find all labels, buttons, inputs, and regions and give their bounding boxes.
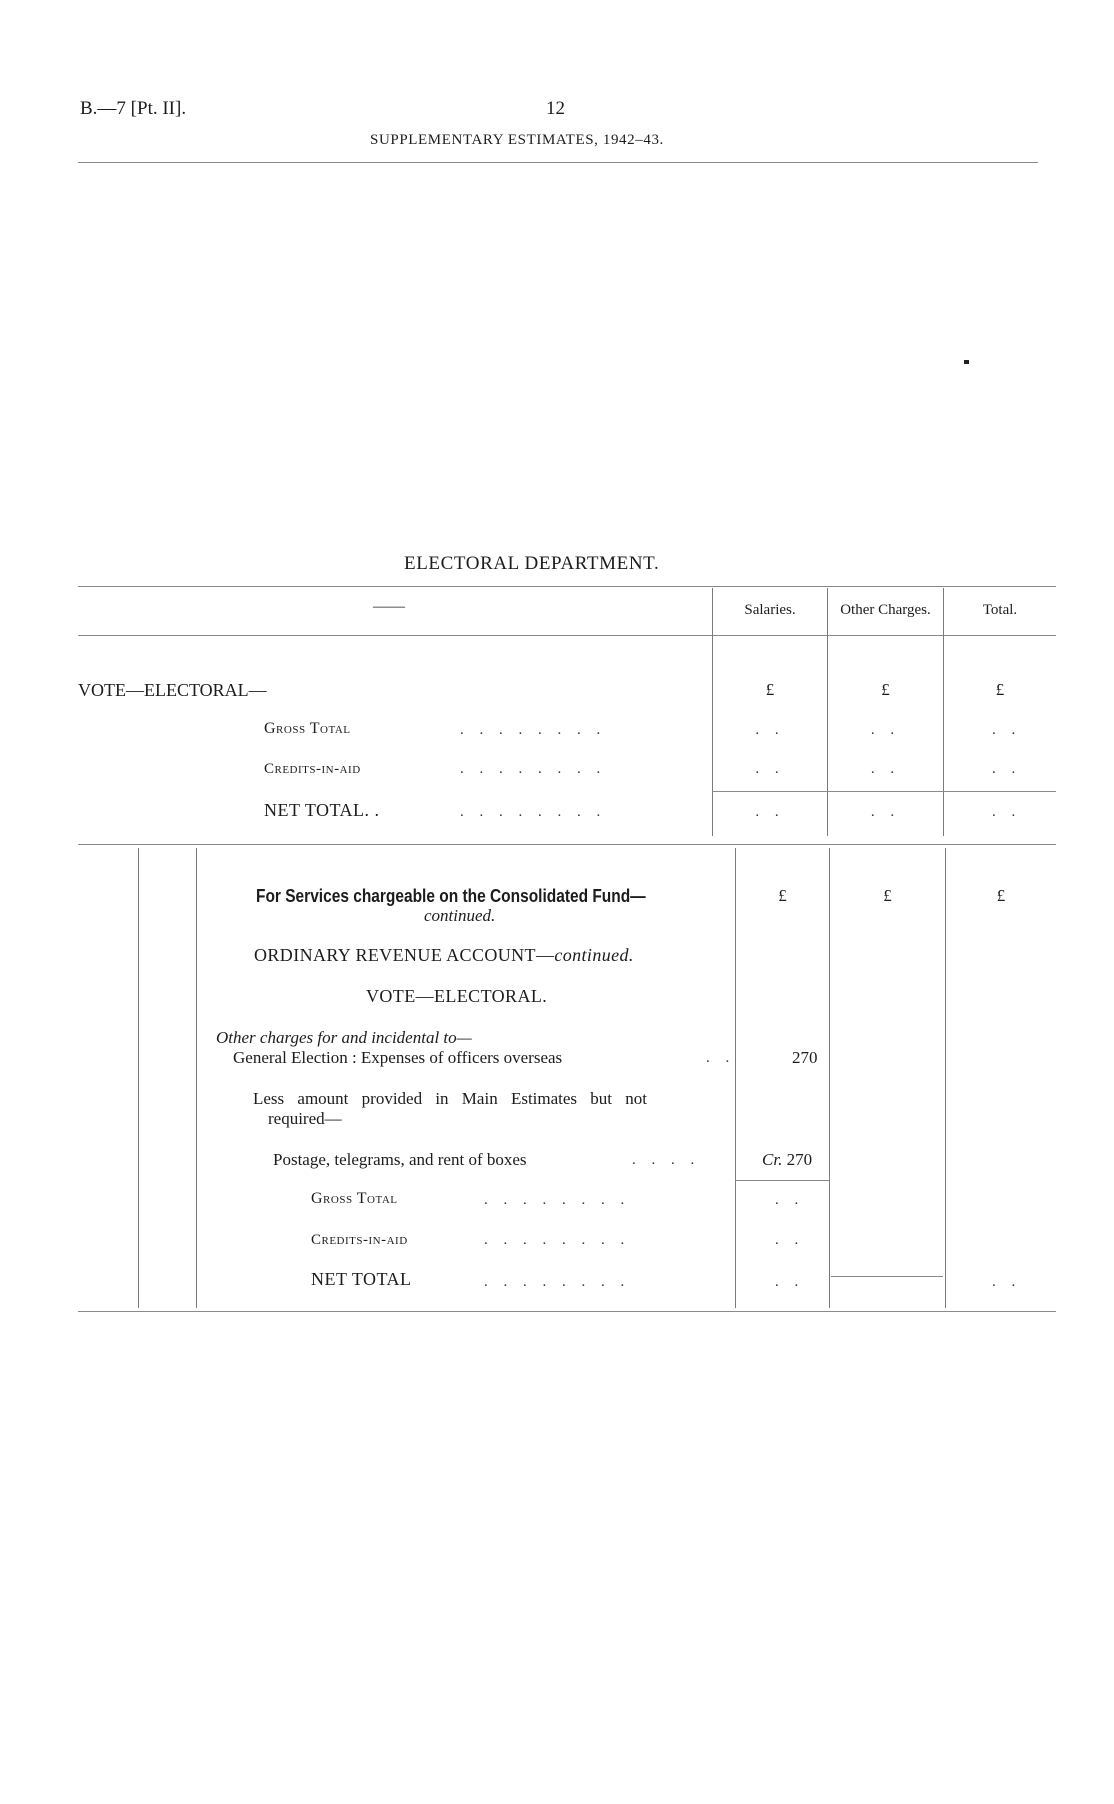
summary-gross-total-label: Gross Total xyxy=(264,720,351,737)
summary-net-total-label: NET TOTAL. . xyxy=(264,800,380,820)
summary-col-divider-2 xyxy=(827,588,828,836)
summary-gross-total-salaries: . . xyxy=(755,722,785,738)
postage-line: Postage, telegrams, and rent of boxes xyxy=(273,1150,527,1169)
detail-margin-line-2 xyxy=(196,848,197,1308)
account-heading-text: ORDINARY REVENUE ACCOUNT— xyxy=(254,945,555,965)
page-number: 12 xyxy=(546,98,565,119)
postage-credit-prefix: Cr. xyxy=(762,1150,783,1169)
general-election-leader: . . xyxy=(706,1050,736,1066)
summary-credits-in-aid-other: . . xyxy=(870,761,901,777)
detail-currency-other: £ xyxy=(883,886,892,905)
header-rule xyxy=(78,162,1038,163)
general-election-value: 270 xyxy=(792,1048,818,1067)
summary-currency-other: £ xyxy=(881,680,890,699)
detail-col-divider-2 xyxy=(829,848,830,1308)
detail-gross-total-leaders: . . . . . . . . xyxy=(484,1192,631,1208)
running-title: SUPPLEMENTARY ESTIMATES, 1942–43. xyxy=(370,132,664,148)
summary-net-total-leaders: . . . . . . . . xyxy=(460,804,607,820)
summary-header-rule xyxy=(78,635,1056,636)
detail-net-total-value: . . xyxy=(775,1274,805,1290)
summary-vote-label: VOTE—ELECTORAL— xyxy=(78,680,267,700)
detail-credits-in-aid-leaders: . . . . . . . . xyxy=(484,1232,631,1248)
detail-currency-total: £ xyxy=(996,886,1006,905)
detail-margin-line-1 xyxy=(138,848,139,1308)
summary-credits-in-aid-salaries: . . xyxy=(755,761,785,777)
summary-gross-total-leaders: . . . . . . . . xyxy=(460,722,607,738)
detail-gross-total-label: Gross Total xyxy=(311,1190,398,1207)
summary-net-total-salaries: . . xyxy=(755,804,785,820)
summary-credits-in-aid-label: Credits-in-aid xyxy=(264,761,361,777)
summary-stub-header: —— xyxy=(373,598,405,615)
postage-value xyxy=(762,1150,812,1170)
summary-net-total-total: . . xyxy=(992,804,1022,820)
detail-net-total-total: . . xyxy=(992,1274,1022,1290)
postage-amount: 270 xyxy=(786,1150,813,1169)
less-amount-line-1: Less amount provided in Main Estimates but not xyxy=(253,1089,647,1108)
summary-col-divider-3 xyxy=(943,588,944,836)
account-heading xyxy=(254,945,634,966)
summary-credits-in-aid-total: . . xyxy=(992,761,1022,777)
detail-currency-salaries: £ xyxy=(778,886,787,905)
summary-credits-in-aid-leaders: . . . . . . . . xyxy=(460,761,607,777)
detail-net-total-label: NET TOTAL xyxy=(311,1269,412,1289)
report-reference: B.—7 [Pt. II]. xyxy=(80,98,187,119)
general-election-line: General Election : Expenses of officers overseas xyxy=(233,1048,563,1067)
summary-gross-total-total: . . xyxy=(992,722,1022,738)
summary-gross-total-other: . . xyxy=(870,722,901,738)
detail-subtotal-rule xyxy=(735,1180,829,1181)
detail-bottom-rule xyxy=(78,1311,1056,1312)
summary-currency-salaries: £ xyxy=(765,680,775,699)
column-header-total: Total. xyxy=(982,602,1018,618)
detail-credits-in-aid-label: Credits-in-aid xyxy=(311,1232,408,1248)
column-header-salaries: Salaries. xyxy=(744,602,796,618)
summary-subtotal-rule xyxy=(712,791,1056,792)
less-amount-line-2: required— xyxy=(268,1109,342,1128)
detail-net-total-leaders: . . . . . . . . xyxy=(484,1274,631,1290)
fund-heading: For Services chargeable on the Consolidated Fund— xyxy=(256,886,646,906)
fund-heading-continued: continued. xyxy=(424,906,496,925)
other-charges-intro: Other charges for and incidental to— xyxy=(216,1028,472,1047)
column-header-other-charges: Other Charges. xyxy=(840,602,931,618)
detail-credits-in-aid-value: . . xyxy=(775,1232,805,1248)
summary-currency-total: £ xyxy=(995,680,1005,699)
summary-col-divider-1 xyxy=(712,588,713,836)
vote-heading: VOTE—ELECTORAL. xyxy=(366,986,548,1006)
detail-gross-total-value: . . xyxy=(775,1192,805,1208)
department-title: ELECTORAL DEPARTMENT. xyxy=(404,553,660,574)
summary-net-total-other: . . xyxy=(870,804,901,820)
summary-bottom-rule xyxy=(78,844,1056,845)
postage-leader: . . . . xyxy=(632,1152,701,1168)
detail-other-charges-rule xyxy=(831,1276,943,1277)
summary-top-rule xyxy=(78,586,1056,587)
account-heading-continued: continued. xyxy=(554,945,634,965)
detail-col-divider-3 xyxy=(945,848,946,1308)
print-speck xyxy=(964,360,969,364)
detail-col-divider-1 xyxy=(735,848,736,1308)
